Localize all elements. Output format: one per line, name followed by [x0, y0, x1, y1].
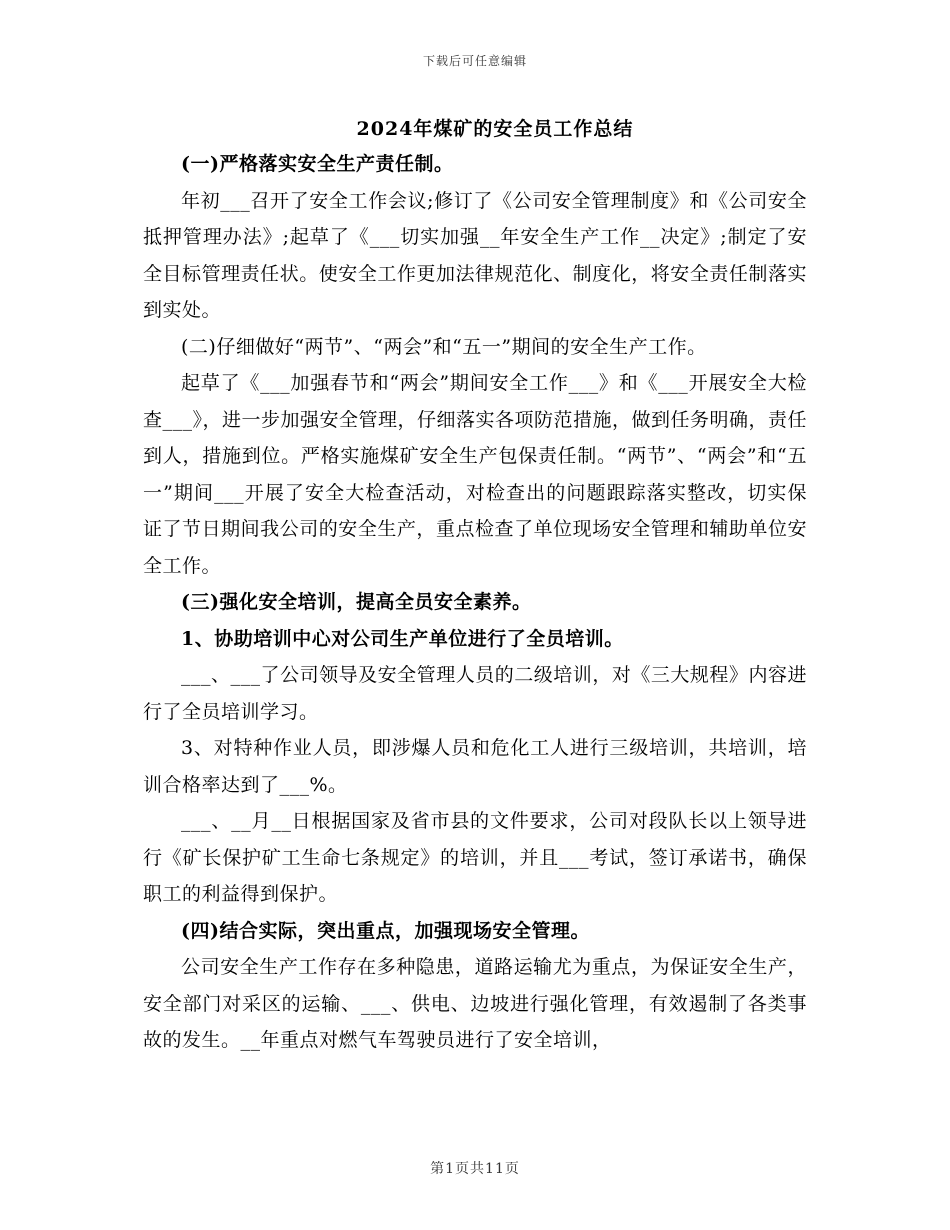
page-footer: 第1页共11页 — [430, 1161, 520, 1177]
section-heading-4: (四)结合实际，突出重点，加强现场安全管理。 — [181, 919, 590, 942]
paragraph: 起草了《___加强春节和“两会”期间安全工作___》和《___开展安全大检查___》，进一步加强安全管理，仔细落实各项防范措施，做到任务明确，责任到人，措施到位。严格实施煤矿安全生产包保责任制。“两节”、“两会”和“五一”期间___开展了安全大检查活动，对检查出的问题跟踪落实整改，切实保证了节日期间我公司的安全生产，重点检查了单位现场安全管理和辅助单位安全工作。 — [143, 372, 808, 577]
page-header: 下载后可任意编辑 — [422, 54, 527, 68]
paragraph: (二)仔细做好“两节”、“两会”和“五一”期间的安全生产工作。 — [181, 335, 707, 358]
paragraph: 3、对特种作业人员，即涉爆人员和危化工人进行三级培训，共培训，培训合格率达到了___%。 — [143, 737, 807, 796]
section-heading-1: (一)严格落实安全生产责任制。 — [181, 153, 454, 175]
paragraph: ___、__月__日根据国家及省市县的文件要求，公司对段队长以上领导进行《矿长保护矿工生命七条规定》的培训，并且___考试，签订承诺书，确保职工的利益得到保护。 — [143, 810, 807, 905]
subsection-heading-1: 1、协助培训中心对公司生产单位进行了全员培训。 — [181, 627, 624, 650]
paragraph: 公司安全生产工作存在多种隐患，道路运输尤为重点，为保证安全生产，安全部门对采区的运输、___、供电、边坡进行强化管理，有效遏制了各类事故的发生。__年重点对燃气车驾驶员进行了安全培训， — [143, 956, 807, 1051]
document-title: 2024年煤矿的安全员工作总结 — [356, 118, 634, 140]
paragraph: ___、___了公司领导及安全管理人员的二级培训，对《三大规程》内容进行了全员培训学习。 — [143, 664, 807, 723]
section-heading-3: (三)强化安全培训，提高全员安全素养。 — [181, 591, 532, 613]
paragraph: 年初___召开了安全工作会议;修订了《公司安全管理制度》和《公司安全抵押管理办法》;起草了《___切实加强__年安全生产工作__决定》;制定了安全目标管理责任状。使安全工作更加法律规范化、制度化，将安全责任制落实到实处。 — [143, 189, 807, 321]
document-body — [143, 146, 807, 1059]
